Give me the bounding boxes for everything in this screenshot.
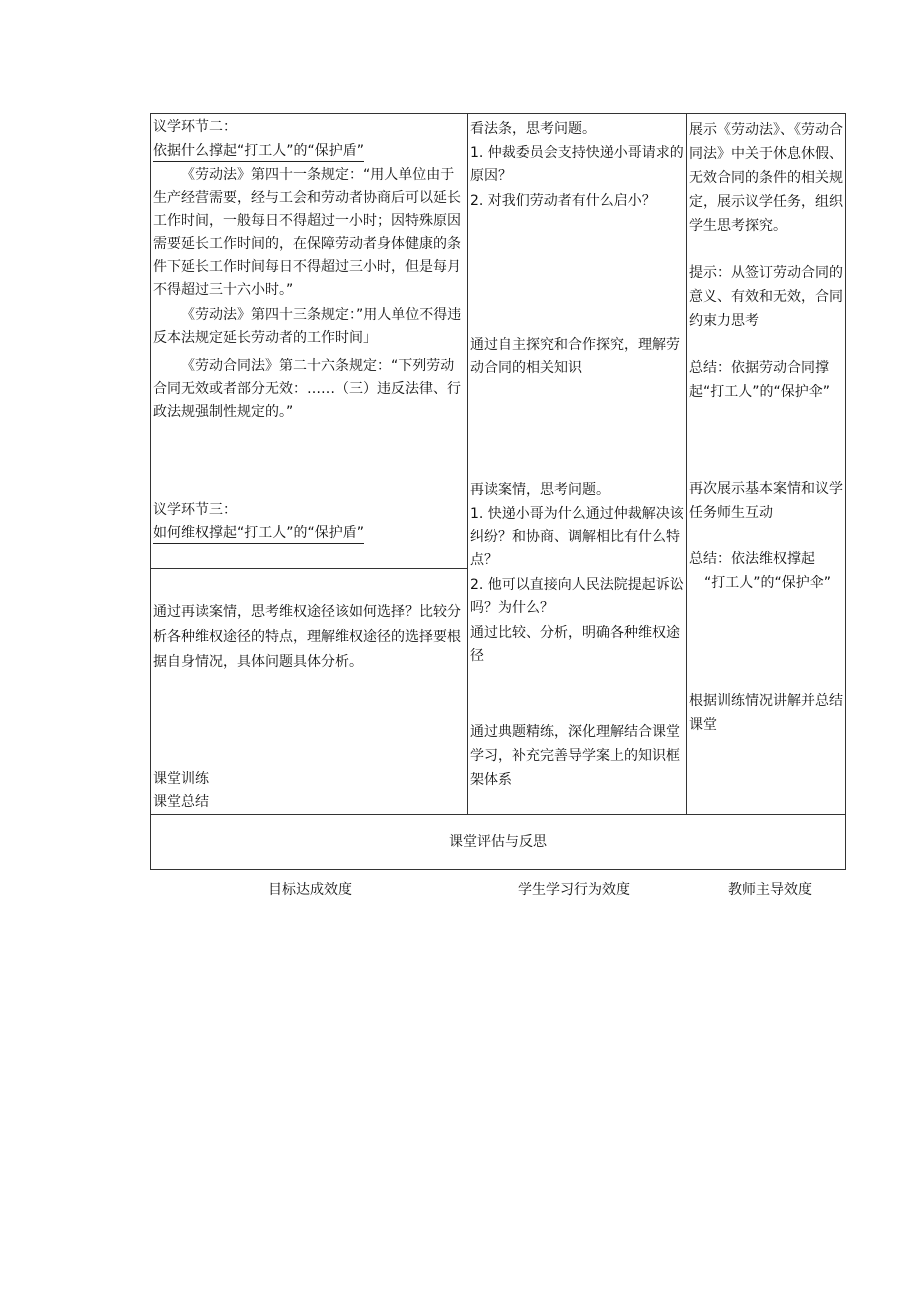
teacher-conclusion-rights-a: 总结：依法维权撑起: [689, 551, 815, 567]
reread-case-prompt: 再读案情，思考问题。: [470, 482, 610, 498]
teacher-reshow-case: 再次展示基本案情和议学任务师生互动: [689, 481, 843, 521]
labor-law-article43: 《劳动法》第四十三条规定：”用人单位不得违反本法规定延长劳动者的工作时间」: [153, 307, 462, 346]
section3-question-text: 如何维权撑起“打工人”的“保护盾”: [153, 523, 364, 544]
student-behavior-label: 学生学习行为效度: [518, 882, 630, 898]
compare-activity: 通过比较、分析，明确各种维权途径: [470, 625, 680, 664]
question-inspiration: 2. 对我们劳动者有什么启小？: [470, 193, 656, 209]
teacher-explain-summary: 根据训练情况讲解并总结课堂: [689, 693, 843, 733]
section2-title: 议学环节二：: [153, 119, 237, 135]
read-law-prompt: 看法条，思考问题。: [470, 121, 596, 137]
contract-law-article26: 《劳动合同法》第二十六条规定：“下列劳动合同无效或者部分无效：……（三）违反法律、行政法规强制性规定的。”: [153, 358, 461, 420]
labor-law-article41: 《劳动法》第四十一条规定：“用人单位由于生产经营需要，经与工会和劳动者协商后可以延长工作时间，一般每日不得超过一小时；因特殊原因需要延长工作时间的，在保障劳动者身体健康的条件下延长工作时间每日不得超过三小时，但是每月不得超过三十六小时。”: [153, 167, 461, 298]
teacher-guidance-label: 教师主导效度: [728, 882, 812, 898]
goal-effectiveness-label: 目标达成效度: [268, 882, 352, 898]
evaluation-title: 课堂评估与反思: [449, 834, 547, 850]
lesson-plan-table: [150, 113, 846, 870]
teacher-hint: 提示：从签订劳动合同的意义、有效和无效，合同约束力思考: [689, 265, 843, 329]
rights-analysis-text: 通过再读案情，思考维权途径该如何选择？比较分析各种维权途径的特点，理解维权途径的选择要根据自身情况，具体问题具体分析。: [153, 604, 461, 670]
section2-question-text: 依据什么撑起“打工人”的“保护盾”: [153, 141, 364, 162]
section3-title: 议学环节三：: [153, 502, 237, 518]
teacher-conclusion-rights-b: “打工人”的“保护伞”: [704, 575, 832, 591]
section2-question: [153, 140, 364, 163]
teacher-show-law: 展示《劳动法》、《劳动合同法》中关于休息休假、无效合同的条件的相关规定，展示议学任务，组织学生思考探究。: [689, 122, 843, 234]
question-arbitration-reason: 1. 仲裁委员会支持快递小哥请求的原因？: [470, 145, 684, 184]
column-divider-1: [467, 114, 468, 814]
classroom-summary-label: 课堂总结: [153, 794, 209, 810]
question-why-arbitration: 1. 快递小哥为什么通过仲裁解决该纠纷？和协商、调解相比有什么特点？: [470, 506, 684, 568]
question-sue-directly: 2. 他可以直接向人民法院提起诉讼吗？为什么？: [470, 577, 684, 616]
classroom-training-label: 课堂训练: [153, 771, 209, 787]
practice-activity: 通过典题精练，深化理解结合课堂学习，补充完善导学案上的知识框架体系: [470, 724, 680, 788]
teacher-conclusion-contract: 总结：依据劳动合同撑起“打工人”的“保护伞”: [689, 360, 831, 400]
section3-question: [153, 522, 364, 545]
explore-activity: 通过自主探究和合作探究，理解劳动合同的相关知识: [470, 337, 680, 376]
column-divider-2: [686, 114, 687, 814]
cell-divider-col1: [151, 568, 467, 569]
row-divider-evaluation: [151, 814, 845, 815]
